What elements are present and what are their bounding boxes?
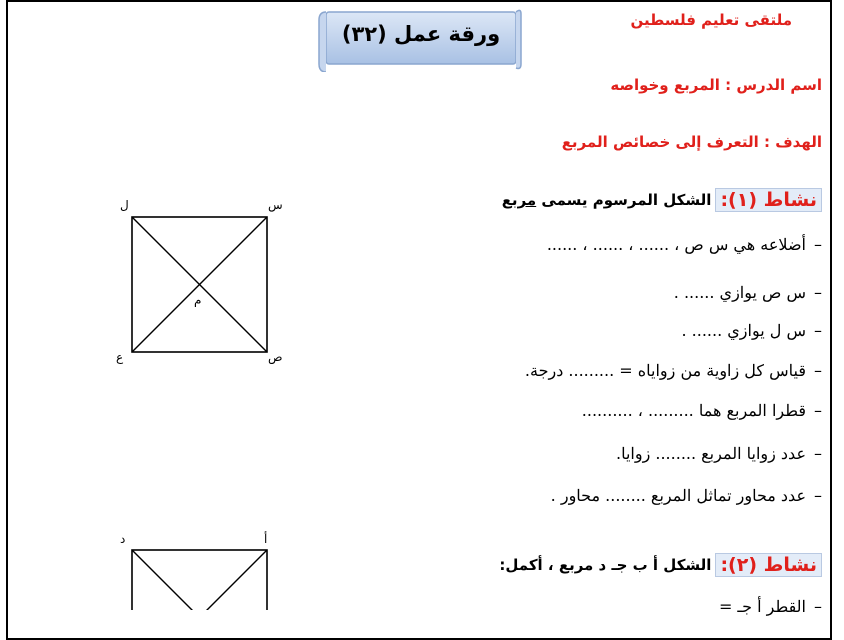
activity1-item: –س ل يوازي ...... . (681, 321, 822, 340)
activity1-item: –س ص يوازي ...... . (673, 283, 822, 302)
vertex-label-s: س (268, 198, 283, 212)
diagonal-2 (132, 550, 267, 610)
activity1-item: –عدد محاور تماثل المربع ........ محاور . (550, 486, 822, 505)
activity1-item: –أضلاعه هي س ص ، ...... ، ...... ، ...... (546, 235, 822, 254)
activity2-statement: الشكل أ ب جـ د مربع ، أكمل: (499, 556, 712, 574)
vertex-label-sad: ص (268, 350, 283, 364)
activity2-item: –القطر أ جـ = (718, 597, 822, 616)
worksheet-title: ورقة عمل (٣٢) (341, 22, 501, 46)
diagonal-1 (132, 550, 267, 610)
activity1-item: –قياس كل زاوية من زواياه = ......... درجة. (524, 361, 822, 380)
square-figure-1 (110, 195, 290, 370)
activity1-item: –عدد زوايا المربع ........ زوايا. (615, 444, 822, 463)
activity1-statement: الشكل المرسوم يسمى مربع (501, 191, 712, 209)
vertex-label-ain: ع (116, 350, 124, 364)
worksheet-banner (318, 8, 518, 68)
activity1-tag: نشاط (١): (715, 188, 822, 212)
activity2-tag: نشاط (٢): (715, 553, 822, 577)
vertex-label-alif: أ (264, 532, 268, 546)
activity2-heading (499, 553, 822, 577)
square-figure-2 (110, 530, 290, 610)
lesson-name: اسم الدرس : المربع وخواصه (610, 76, 822, 94)
vertex-label-l: ل (120, 198, 129, 212)
activity1-emph: مربع (501, 191, 537, 209)
activity1-item: –قطرا المربع هما ......... ، .......... (581, 401, 822, 420)
activity1-heading (502, 188, 822, 212)
square-outline (132, 550, 267, 610)
vertex-label-dal: د (120, 532, 126, 546)
center-label-m: م (194, 293, 202, 307)
site-name: ملتقى تعليم فلسطين (630, 11, 792, 29)
lesson-goal: الهدف : التعرف إلى خصائص المربع (561, 133, 822, 151)
